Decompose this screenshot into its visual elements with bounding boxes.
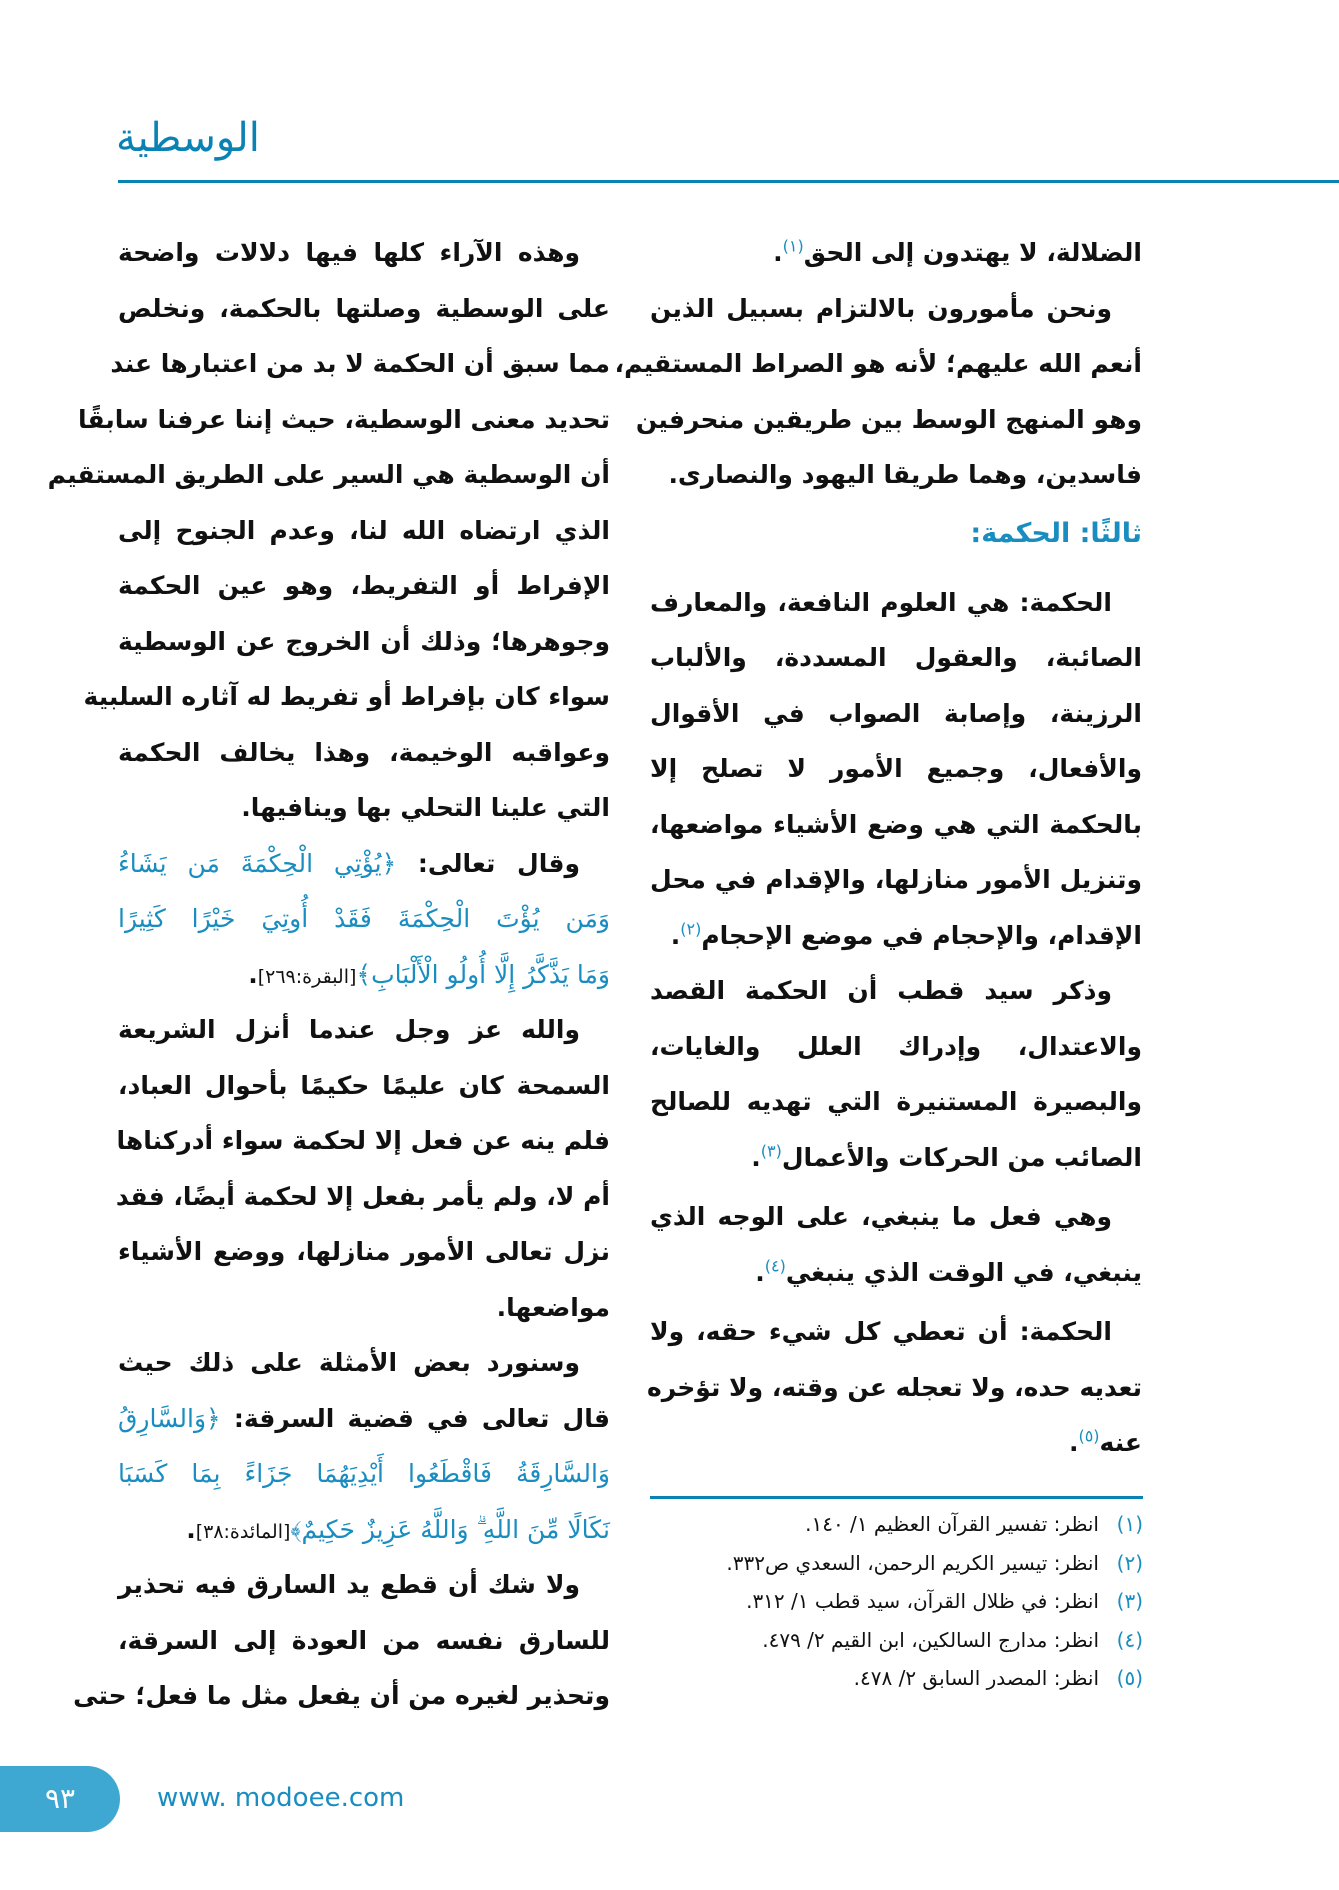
paragraph — [614, 281, 1142, 503]
text-line: أنعم الله عليهم؛ لأنه هو الصراط المستقيم، — [614, 349, 1142, 378]
footnote-ref[interactable]: (٥) — [1078, 1426, 1100, 1446]
text-line: وهذه الآراء كلها فيها دلالات واضحة — [118, 238, 580, 267]
paragraph — [47, 225, 610, 836]
footnote-text: انظر: تفسير القرآن العظيم ١/ ١٤٠. — [805, 1512, 1099, 1536]
quran-verse: وَمَا يَذَّكَّرُ إِلَّا أُولُو الْأَلْبَابِ﴾ — [356, 959, 610, 989]
footnote-divider — [650, 1496, 1143, 1499]
text-line: وسنورد بعض الأمثلة على ذلك حيث — [118, 1348, 580, 1377]
paragraph — [650, 1189, 1142, 1300]
text-line: الرزينة، وإصابة الصواب في الأقوال — [650, 698, 1142, 728]
text-line — [118, 1502, 610, 1558]
text-line: وهي فعل ما ينبغي، على الوجه الذي — [650, 1202, 1112, 1231]
footnote-ref[interactable]: (٤) — [764, 1256, 786, 1276]
running-title: الوسطية — [116, 115, 260, 161]
footnote-number: (١) — [1116, 1512, 1143, 1536]
text-line — [118, 891, 610, 947]
paragraph — [118, 836, 610, 1003]
paragraph — [115, 1002, 610, 1335]
text-line: الحكمة: أن تعطي كل شيء حقه، ولا — [650, 1317, 1112, 1346]
text-span: . — [755, 1257, 765, 1287]
text-line: وهو المنهج الوسط بين طريقين منحرفين — [635, 404, 1142, 434]
paragraph — [650, 225, 1142, 281]
text-span: عنه — [1099, 1428, 1142, 1457]
text-line: بالحكمة التي هي وضع الأشياء مواضعها، — [650, 809, 1142, 839]
text-line: ولا شك أن قطع يد السارق فيه تحذير — [118, 1570, 580, 1599]
text-span: . — [751, 1142, 761, 1172]
text-line: تعديه حده، ولا تعجله عن وقته، ولا تؤخره — [646, 1372, 1142, 1402]
text-line — [650, 1130, 1142, 1186]
paragraph — [73, 1557, 610, 1724]
footnote — [650, 1544, 1143, 1583]
text-line: وذكر سيد قطب أن الحكمة القصد — [650, 976, 1112, 1005]
text-span: . — [248, 959, 258, 989]
paragraph — [118, 1335, 610, 1557]
text-line: أم لا، ولم يأمر بفعل إلا لحكمة أيضًا، فقد — [115, 1181, 610, 1211]
text-line — [650, 225, 1142, 281]
text-line: الصائبة، والعقول المسددة، والألباب — [650, 643, 1142, 672]
text-span: . — [1068, 1428, 1079, 1457]
text-line: مما سبق أن الحكمة لا بد من اعتبارها عند — [110, 349, 610, 378]
text-line: السمحة كان عليمًا حكيمًا بأحوال العباد، — [118, 1070, 610, 1100]
text-line: سواء كان بإفراط أو تفريط له آثاره السلبية — [83, 682, 610, 711]
text-line: وجوهرها؛ وذلك أن الخروج عن الوسطية — [118, 626, 610, 656]
text-span: . — [186, 1514, 196, 1544]
text-line: تحديد معنى الوسطية، حيث إننا عرفنا سابقًا — [78, 404, 610, 434]
text-span: قال تعالى في قضية السرقة: — [220, 1403, 610, 1433]
footnote-number: (٥) — [1116, 1666, 1143, 1690]
header-divider — [118, 180, 1339, 183]
text-line: وتحذير لغيره من أن يفعل مثل ما فعل؛ حتى — [73, 1681, 610, 1710]
text-line: والأفعال، وجميع الأمور لا تصلح إلا — [650, 754, 1142, 783]
website-link[interactable]: www. modoee.com — [157, 1783, 405, 1813]
text-span: الصائب من الحركات والأعمال — [781, 1142, 1142, 1172]
text-line — [650, 1415, 1142, 1471]
footnote-ref[interactable]: (٢) — [680, 919, 702, 939]
footnote — [650, 1582, 1143, 1621]
paragraph — [650, 575, 1142, 964]
text-line: الإفراط أو التفريط، وهو عين الحكمة — [118, 571, 610, 600]
footnote-number: (٤) — [1116, 1627, 1143, 1652]
text-span: . — [670, 920, 681, 950]
text-line — [118, 1446, 610, 1502]
text-line: فلم ينه عن فعل إلا لحكمة سواء أدركناها — [116, 1126, 610, 1155]
text-span: وقال تعالى: — [396, 848, 580, 878]
text-span: ينبغي، في الوقت الذي ينبغي — [785, 1257, 1142, 1287]
text-line — [118, 947, 610, 1003]
text-line: الحكمة: هي العلوم النافعة، والمعارف — [650, 587, 1112, 617]
text-line: ونحن مأمورون بالالتزام بسبيل الذين — [650, 293, 1112, 323]
quran-verse: ﴿وَالسَّارِقُ — [118, 1403, 221, 1433]
quran-verse: ﴿يُؤْتِي الْحِكْمَةَ مَن يَشَاءُ — [118, 848, 397, 878]
section-heading: ثالثًا: الحكمة: — [970, 517, 1142, 549]
verse-citation: [البقرة:٢٦٩] — [257, 965, 357, 988]
page-number: ٩٣ — [0, 1766, 120, 1832]
quran-verse: وَالسَّارِقَةُ فَاقْطَعُوا أَيْدِيَهُمَا جَزَاءً بِمَا كَسَبَا — [118, 1459, 610, 1488]
paragraph — [650, 963, 1142, 1185]
text-line: والاعتدال، وإدراك العلل والغايات، — [650, 1031, 1142, 1061]
text-line — [118, 1391, 610, 1447]
footnote-text: انظر: المصدر السابق ٢/ ٤٧٨. — [853, 1666, 1099, 1690]
text-line: التي علينا التحلي بها وينافيها. — [241, 793, 610, 822]
footnote-text: انظر: تيسير الكريم الرحمن، السعدي ص٣٣٢. — [726, 1550, 1099, 1575]
footnote-number: (٢) — [1116, 1550, 1143, 1575]
text-line: للسارق نفسه من العودة إلى السرقة، — [118, 1625, 610, 1655]
footnote — [650, 1659, 1143, 1698]
text-line — [650, 1245, 1142, 1301]
quran-verse: وَمَن يُؤْتَ الْحِكْمَةَ فَقَدْ أُوتِيَ خَيْرًا كَثِيرًا — [118, 904, 610, 933]
text-line: فاسدين، وهما طريقا اليهود والنصارى. — [668, 460, 1142, 489]
text-line: والله عز وجل عندما أنزل الشريعة — [118, 1015, 580, 1044]
text-line: أن الوسطية هي السير على الطريق المستقيم — [47, 460, 610, 489]
footnote — [650, 1505, 1143, 1544]
footnotes — [650, 1505, 1143, 1698]
text-line: مواضعها. — [496, 1292, 610, 1322]
paragraph — [646, 1304, 1142, 1471]
left-column — [47, 225, 610, 1724]
text-line: نزل تعالى الأمور منازلها، ووضع الأشياء — [118, 1237, 610, 1266]
footnote — [650, 1621, 1143, 1660]
text-line: الذي ارتضاه الله لنا، وعدم الجنوح إلى — [118, 515, 610, 545]
footnote-text: انظر: في ظلال القرآن، سيد قطب ١/ ٣١٢. — [746, 1589, 1099, 1613]
footnote-number: (٣) — [1116, 1589, 1143, 1613]
footnote-text: انظر: مدارج السالكين، ابن القيم ٢/ ٤٧٩. — [762, 1627, 1099, 1652]
text-line: وعواقبه الوخيمة، وهذا يخالف الحكمة — [118, 737, 610, 767]
text-span: . — [773, 238, 783, 267]
footnote-ref[interactable]: (١) — [782, 236, 804, 256]
text-line: والبصيرة المستنيرة التي تهديه للصالح — [650, 1087, 1142, 1116]
text-line — [650, 908, 1142, 964]
text-line: على الوسطية وصلتها بالحكمة، ونخلص — [118, 293, 610, 323]
text-line: وتنزيل الأمور منازلها، والإقدام في محل — [650, 865, 1142, 894]
text-span: الإقدام، والإحجام في موضع الإحجام — [701, 920, 1142, 950]
right-column — [614, 225, 1142, 1471]
text-line — [118, 836, 610, 892]
quran-verse: نَكَالًا مِّنَ اللَّهِ ۗ وَاللَّهُ عَزِيزٌ حَكِيمٌ﴾ — [290, 1514, 610, 1544]
verse-citation: [المائدة:٣٨] — [195, 1520, 291, 1543]
footnote-ref[interactable]: (٣) — [760, 1141, 782, 1161]
text-span: الضلالة، لا يهتدون إلى الحق — [803, 238, 1142, 267]
